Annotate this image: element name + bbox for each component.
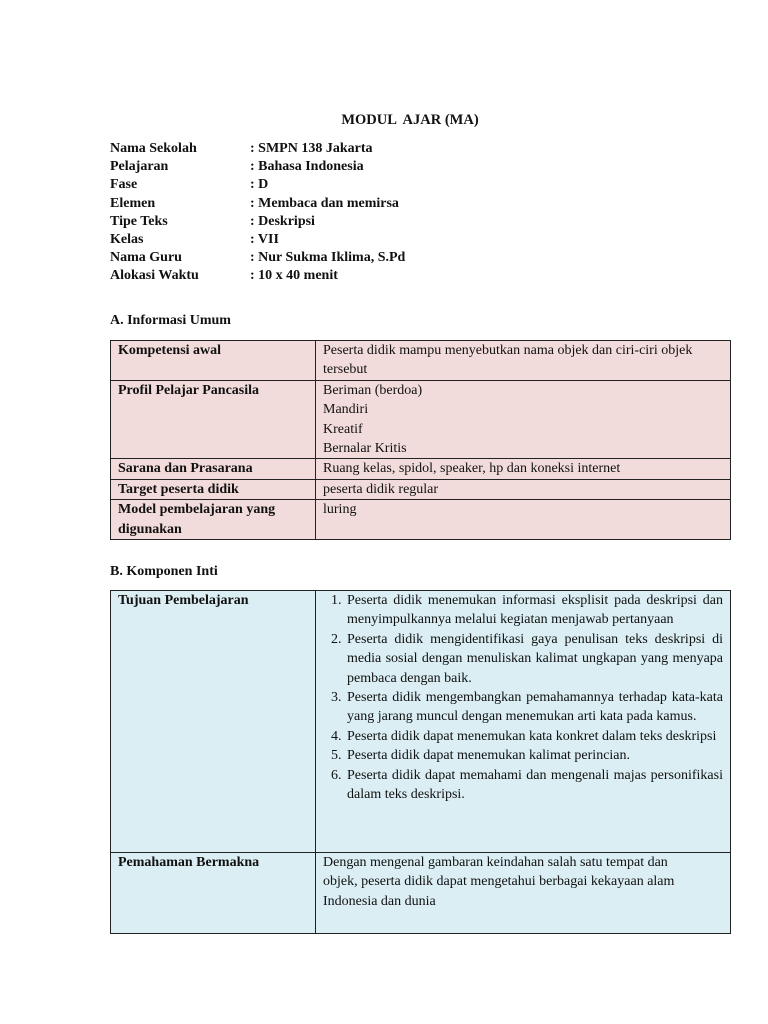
identity-label: Alokasi Waktu [110, 268, 199, 284]
identity-value: : Deskripsi [250, 213, 315, 229]
identity-row [110, 195, 405, 213]
value-line: Kreatif [323, 421, 363, 437]
identity-value: : Bahasa Indonesia [250, 159, 364, 175]
tujuan-cell [316, 591, 731, 853]
identity-label: Elemen [110, 195, 156, 211]
section-b-heading: B. Komponen Inti [110, 564, 218, 579]
value-line: luring [323, 502, 357, 518]
value-line: Beriman (berdoa) [323, 382, 423, 398]
identity-value: : 10 x 40 menit [250, 268, 338, 284]
identity-row [110, 249, 405, 267]
value-line: Peserta didik mampu menyebutkan nama objek dan ciri-ciri objek [323, 343, 693, 358]
document-title: MODUL AJAR (MA) [341, 112, 479, 128]
row-value [316, 479, 731, 499]
pemahaman-label: Pemahaman Bermakna [111, 853, 316, 934]
komponen-inti-table [110, 590, 731, 934]
value-line: Ruang kelas, spidol, speaker, hp dan koneksi internet [323, 461, 621, 477]
identity-label: Fase [110, 177, 138, 193]
list-item: 6. Peserta didik dapat memahami dan mengenali majas personifikasi dalam teks deskripsi. [345, 766, 723, 805]
value-line: Dengan mengenal gambaran keindahan salah satu tempat dan [323, 855, 668, 870]
identity-label: Kelas [110, 231, 144, 247]
table-row [111, 500, 731, 540]
list-item: 2. Peserta didik mengidentifikasi gaya penulisan teks deskripsi di media sosial dengan menuliskan kalimat ungkapan yang menyapa pembaca dengan baik. [345, 630, 723, 688]
identity-row [110, 158, 405, 176]
section-a-heading: A. Informasi Umum [110, 313, 231, 328]
table-row [111, 380, 731, 459]
value-line: objek, peserta didik dapat mengetahui berbagai kekayaan alam [323, 874, 675, 890]
row-value [316, 500, 731, 540]
value-line: Bernalar Kritis [323, 441, 407, 457]
pemahaman-cell [316, 853, 731, 934]
list-item: 4. Peserta didik dapat menemukan kata konkret dalam teks deskripsi [345, 727, 723, 746]
identity-value: : VII [250, 231, 279, 247]
identity-label: Nama Guru [110, 250, 182, 266]
identity-row [110, 140, 405, 158]
value-line: Indonesia dan dunia [323, 893, 436, 909]
table-row [111, 591, 731, 853]
row-value [316, 459, 731, 479]
tujuan-list [323, 591, 723, 804]
row-label: Target peserta didik [111, 479, 316, 499]
identity-value: : Nur Sukma Iklima, S.Pd [250, 250, 406, 266]
value-line: tersebut [323, 362, 368, 378]
value-line: peserta didik regular [323, 481, 439, 497]
identity-label: Pelajaran [110, 159, 169, 175]
table-row [111, 459, 731, 479]
row-label: Profil Pelajar Pancasila [111, 380, 316, 459]
identity-value: : Membaca dan memirsa [250, 195, 399, 211]
table-row [111, 853, 731, 934]
table-row [111, 479, 731, 499]
identity-row [110, 213, 405, 231]
identity-label: Tipe Teks [110, 213, 168, 229]
table-row [111, 341, 731, 381]
list-item: 5. Peserta didik dapat menemukan kalimat perincian. [345, 746, 723, 765]
identity-value: : D [250, 177, 269, 193]
informasi-umum-table [110, 340, 731, 540]
identity-value: : SMPN 138 Jakarta [250, 141, 373, 156]
row-label: Model pembelajaran yang digunakan [111, 500, 316, 540]
row-label: Kompetensi awal [111, 341, 316, 381]
row-label: Sarana dan Prasarana [111, 459, 316, 479]
identity-row [110, 231, 405, 249]
list-item: 1. Peserta didik menemukan informasi eksplisit pada deskripsi dan menyimpulkannya melalui kegiatan menjawab pertanyaan [345, 591, 723, 630]
value-line: Mandiri [323, 402, 369, 418]
row-value [316, 380, 731, 459]
identity-table [110, 140, 405, 286]
row-value [316, 341, 731, 381]
identity-label: Nama Sekolah [110, 141, 197, 156]
identity-row [110, 267, 405, 285]
identity-row [110, 176, 405, 194]
tujuan-label: Tujuan Pembelajaran [111, 591, 316, 853]
list-item: 3. Peserta didik mengembangkan pemahamannya terhadap kata-kata yang jarang muncul dengan menemukan arti kata pada kamus. [345, 688, 723, 727]
